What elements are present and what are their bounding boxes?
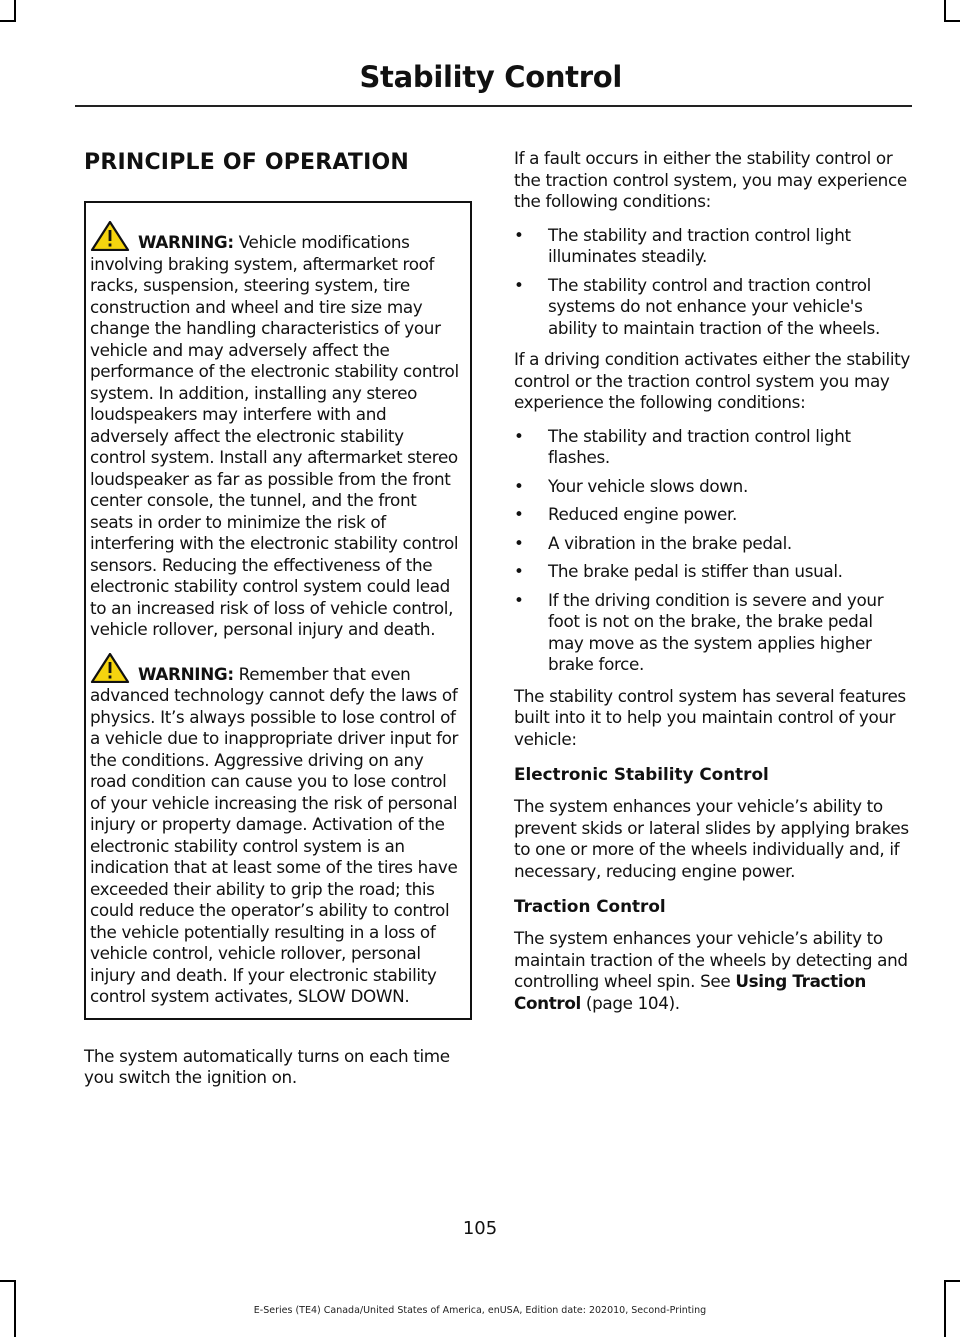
list-item: • The stability and traction control light flashes. [514,426,910,469]
edition-footer: E-Series (TE4) Canada/United States of America, enUSA, Edition date: 202010, Second-Printing [253,1305,707,1316]
crop-mark [14,0,16,22]
warning-item [90,653,462,1008]
page-title: Stability Control [359,60,622,94]
crop-mark [944,20,960,22]
list-item: • The stability control and traction control systems do not enhance your vehicle's ability to maintain traction of the wheels. [514,275,910,340]
header-divider [75,105,912,107]
tc-heading: Traction Control [514,896,666,916]
esc-text: The system enhances your vehicle’s ability to prevent skids or lateral slides by applying brakes to one or more of the wheels individually and, if necessary, reducing engine power. [514,796,909,881]
page-number: 105 [462,1218,498,1239]
warning-triangle-icon [90,221,134,251]
driving-conditions-list [514,426,910,676]
driving-intro: If a driving condition activates either the stability control or the traction control system you may experience the following conditions: [514,349,910,412]
warning-label: WARNING: [138,232,234,252]
page-reference: (page 104). [585,992,680,1013]
tc-text [514,928,910,1014]
features-intro: The stability control system has several features built into it to help you maintain control of your vehicle: [514,685,906,749]
crop-mark [0,1280,16,1282]
warning-box [84,201,472,1020]
tc-text-body: The system enhances your vehicle’s ability to maintain traction of the wheels by detecting and controlling wheel spin. See [514,928,908,991]
section-heading: PRINCIPLE OF OPERATION [84,150,410,175]
crop-mark [0,20,16,22]
fault-intro: If a fault occurs in either the stability control or the traction control system, you may experience the following conditions: [514,148,907,211]
list-item: • A vibration in the brake pedal. [514,533,910,555]
warning-text: Vehicle modifications involving braking system, aftermarket roof racks, suspension, steering system, tire construction and wheel and tire size may change the handling characteristics of your vehicle and may adversely affect the performance of the electronic stability control system. In addition, installing any stereo loudspeakers may interfere with and adversely affect the electronic stability control system. Install any aftermarket stereo loudspeaker as far as possible from the front center console, the tunnel, and the front seats in order to minimize the risk of interfering with the electronic stability control sensors. Reducing the effectiveness of the electronic stability control system could lead to an increased risk of loss of vehicle control, vehicle rollover, personal injury and death. [90,232,459,639]
right-column [514,148,910,1026]
traction-control-link[interactable]: Using Traction Control [514,971,866,1013]
esc-heading: Electronic Stability Control [514,764,769,784]
fault-conditions-list [514,225,910,340]
ignition-note: The system automatically turns on each time you switch the ignition on. [84,1045,450,1087]
crop-mark [944,0,946,22]
crop-mark [944,1280,960,1282]
list-item: • Reduced engine power. [514,504,910,526]
list-item: • Your vehicle slows down. [514,476,910,498]
warning-triangle-icon [90,653,134,683]
warning-label: WARNING: [138,663,234,684]
list-item: • The brake pedal is stiffer than usual. [514,561,910,583]
list-item: • The stability and traction control light illuminates steadily. [514,225,910,268]
warning-item [90,221,462,641]
left-column [84,150,474,1101]
warning-text: Remember that even advanced technology cannot defy the laws of physics. It’s always possible to lose control of a vehicle due to inappropriate driver input for the conditions. Aggressive driving on any road condition can cause you to lose control of your vehicle increasing the risk of personal injury or property damage. Activation of the electronic stability control system is an indication that at least some of the tires have exceeded their ability to grip the road; this could reduce the operator’s ability to control the vehicle potentially resulting in a loss of vehicle control, vehicle rollover, personal injury and death. If your electronic stability control system activates, SLOW DOWN. [90,663,459,1006]
list-item: • If the driving condition is severe and your foot is not on the brake, the brake pedal may move as the system applies higher brake force. [514,590,910,676]
